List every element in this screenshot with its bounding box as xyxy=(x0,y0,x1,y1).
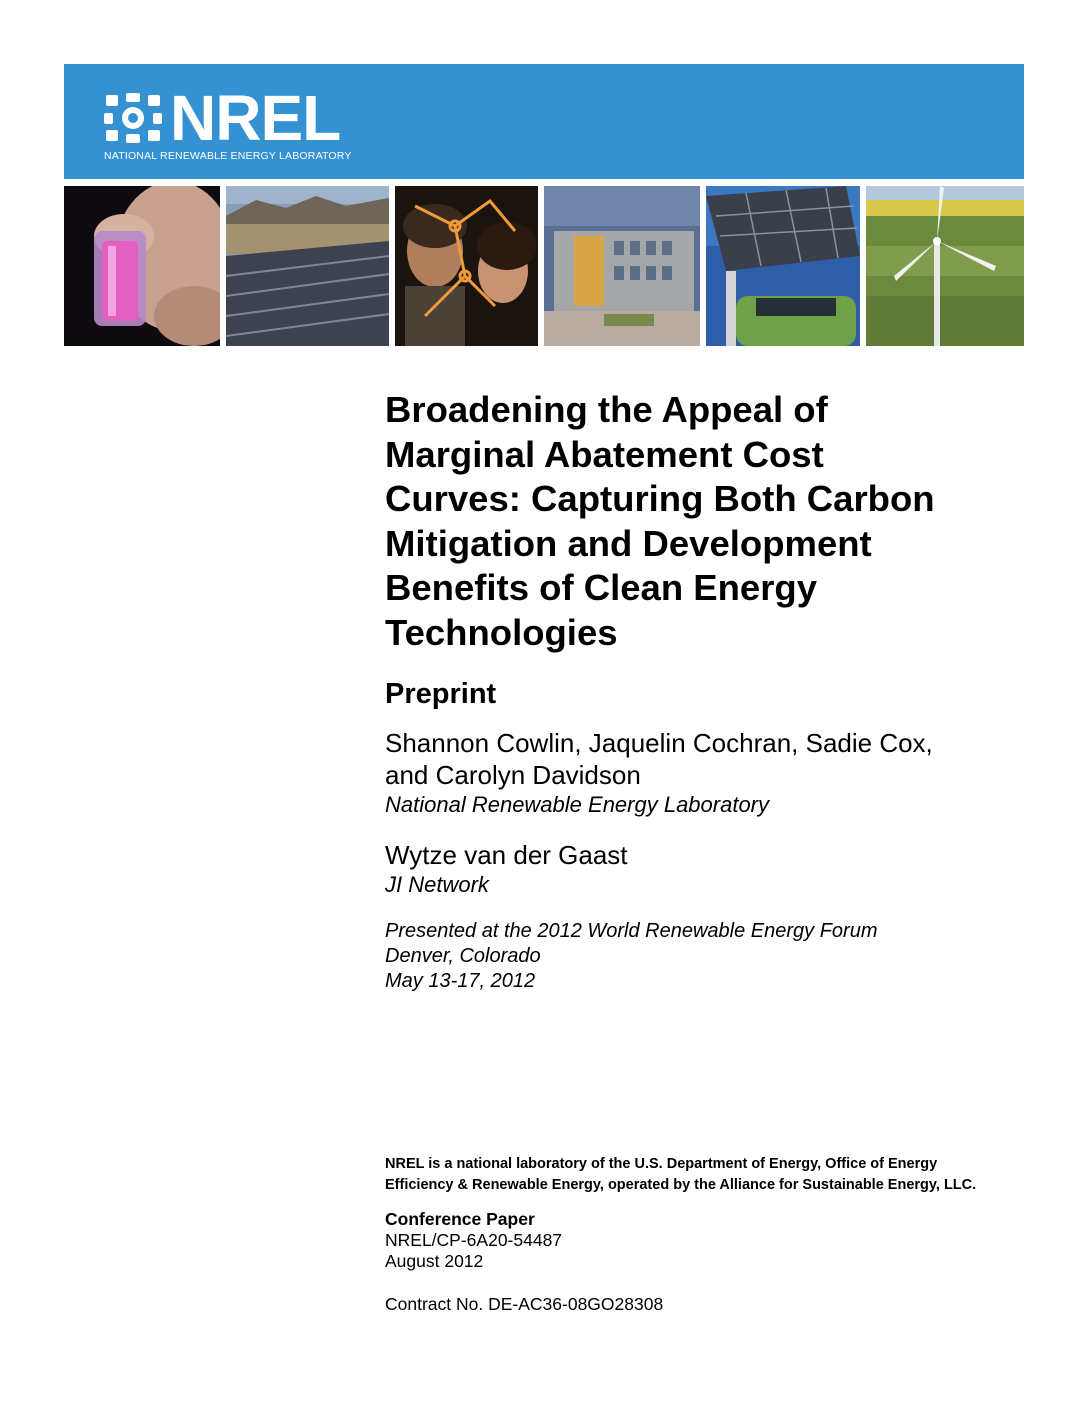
author-list xyxy=(385,727,1045,791)
document-title xyxy=(385,388,1045,655)
title-line: Curves: Capturing Both Carbon xyxy=(385,478,935,519)
contract-number: Contract No. DE-AC36-08GO28308 xyxy=(385,1294,664,1314)
publication-date: August 2012 xyxy=(385,1251,484,1271)
note-line: NREL is a national laboratory of the U.S. Department of Energy, Office of Energy xyxy=(385,1156,938,1172)
report-number: NREL/CP-6A20-54487 xyxy=(385,1230,563,1250)
photo-strip xyxy=(64,186,1024,346)
title-line: Technologies xyxy=(385,611,618,653)
presented-at: Presented at the 2012 World Renewable Energy Forum xyxy=(385,920,878,942)
title-line: Benefits of Clean Energy xyxy=(385,567,818,608)
nrel-note xyxy=(385,1154,1045,1196)
sun-logo-icon xyxy=(104,93,162,143)
paper-type: Conference Paper xyxy=(385,1209,535,1229)
logo-subtitle: NATIONAL RENEWABLE ENERGY LABORATORY xyxy=(104,150,352,162)
nrel-logo xyxy=(104,82,352,162)
vial-photo xyxy=(64,186,220,346)
building-photo xyxy=(544,186,700,346)
nrel-banner xyxy=(64,64,1024,179)
presented-date: May 13-17, 2012 xyxy=(385,970,536,992)
document-main xyxy=(385,388,1045,994)
author-line: and Carolyn Davidson xyxy=(385,760,641,790)
researchers-photo xyxy=(395,186,538,346)
title-line: Marginal Abatement Cost xyxy=(385,433,824,475)
note-line: Efficiency & Renewable Energy, operated by the Alliance for Sustainable Energy, LLC. xyxy=(385,1177,977,1193)
title-line: Mitigation and Development xyxy=(385,522,872,564)
wind-turbine-photo xyxy=(866,186,1024,346)
author-line: Shannon Cowlin, Jaquelin Cochran, Sadie Cox, xyxy=(385,728,933,758)
presentation-info xyxy=(385,919,1045,994)
document-subtitle: Preprint xyxy=(385,678,497,710)
logo-wordmark: NREL xyxy=(170,82,341,154)
title-line: Broadening the Appeal of xyxy=(385,389,828,430)
presented-location: Denver, Colorado xyxy=(385,945,541,967)
solar-farm-photo xyxy=(226,186,389,346)
author-second: Wytze van der Gaast xyxy=(385,840,628,870)
affiliation-nrel: National Renewable Energy Laboratory xyxy=(385,792,770,817)
document-footer xyxy=(385,1154,1045,1315)
affiliation-ji-network: JI Network xyxy=(385,872,489,897)
solar-car-photo xyxy=(706,186,860,346)
